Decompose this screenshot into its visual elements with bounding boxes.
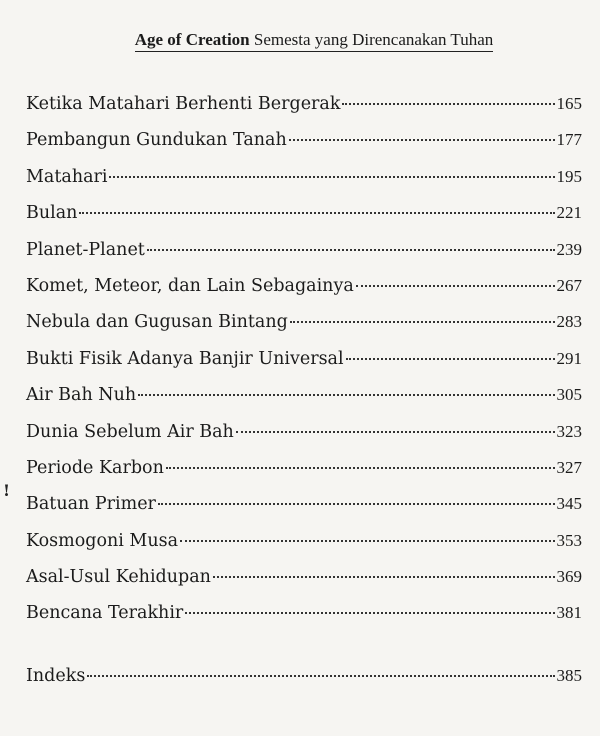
dot-leader: [79, 212, 554, 214]
toc-entry: [26, 559, 582, 595]
toc-entry-title: Bulan: [26, 203, 78, 224]
dot-leader: [346, 358, 555, 360]
toc-entry: [26, 450, 582, 486]
toc-entry-page: 177: [556, 130, 582, 150]
dot-leader: [166, 467, 555, 469]
toc-entry-title: Ketika Matahari Berhenti Bergerak: [26, 94, 341, 114]
book-title: Age of Creation: [134, 30, 250, 49]
toc-entry: [26, 268, 582, 304]
margin-mark: !: [3, 481, 11, 500]
toc-entry-title: Kosmogoni Musa: [26, 530, 179, 551]
toc-entry: [26, 595, 582, 631]
toc-entry: [26, 486, 582, 522]
toc-entry: [26, 377, 582, 413]
toc-entry-page: 239: [556, 239, 582, 259]
dot-leader: [87, 675, 554, 677]
toc-entry-title: Komet, Meteor, dan Lain Sebagainya: [26, 275, 354, 296]
dot-leader: [185, 612, 554, 614]
toc-entry-title: Dunia Sebelum Air Bah: [26, 421, 234, 442]
dot-leader: [213, 576, 555, 578]
toc-entry-page: 267: [556, 275, 582, 295]
toc-entry-title: Matahari: [26, 166, 108, 187]
toc-entry-title: Pembangun Gundukan Tanah: [26, 130, 287, 151]
toc-entry-page: 221: [556, 203, 582, 223]
toc-entry: [26, 159, 582, 195]
toc-entry: [26, 86, 582, 122]
running-header: [0, 30, 600, 52]
book-subtitle: Semesta yang Direncanakan Tuhan: [253, 30, 494, 49]
dot-leader: [289, 139, 555, 141]
toc-entry-page: 353: [556, 530, 582, 550]
dot-leader: [147, 249, 555, 251]
toc-entry-page: 381: [556, 603, 582, 623]
toc-entry-page: 283: [556, 312, 582, 332]
toc-entry-page: 385: [556, 665, 582, 685]
toc-entry-title: Indeks: [26, 665, 86, 686]
toc-entry-page: 195: [556, 166, 582, 186]
dot-leader: [356, 285, 555, 287]
toc-entry-title: Air Bah Nuh: [26, 385, 137, 406]
dot-leader: [109, 176, 554, 178]
toc-entry-page: 165: [556, 94, 582, 113]
toc-entry-page: 327: [556, 457, 582, 477]
header-underline: [135, 30, 494, 52]
toc-entry: [26, 341, 582, 377]
toc-entry: [26, 195, 582, 231]
toc-entry-page: 369: [556, 567, 582, 587]
table-of-contents: [26, 86, 582, 694]
dot-leader: [290, 321, 555, 323]
toc-entry: [26, 304, 582, 340]
toc-entry-title: Batuan Primer: [26, 494, 156, 515]
toc-entry-index: [26, 658, 582, 694]
toc-entry: [26, 232, 582, 268]
toc-entry-title: Planet-Planet: [26, 239, 145, 260]
dot-leader: [158, 503, 555, 505]
dot-leader: [138, 394, 554, 396]
dot-leader: [180, 540, 554, 542]
toc-entry-page: 291: [556, 348, 582, 368]
toc-entry: [26, 414, 582, 450]
toc-entry-title: Nebula dan Gugusan Bintang: [26, 312, 288, 333]
dot-leader: [342, 103, 554, 105]
toc-entry-title: Bukti Fisik Adanya Banjir Universal: [26, 348, 344, 369]
toc-entry-page: 305: [556, 385, 582, 405]
toc-entry-title: Periode Karbon: [26, 457, 164, 478]
toc-entry: [26, 122, 582, 158]
toc-entry-page: 323: [556, 421, 582, 441]
toc-entry-title: Asal-Usul Kehidupan: [26, 567, 211, 588]
toc-entry-page: 345: [556, 494, 582, 514]
toc-entry: [26, 523, 582, 559]
toc-entry-title: Bencana Terakhir: [26, 603, 184, 624]
dot-leader: [236, 431, 555, 433]
